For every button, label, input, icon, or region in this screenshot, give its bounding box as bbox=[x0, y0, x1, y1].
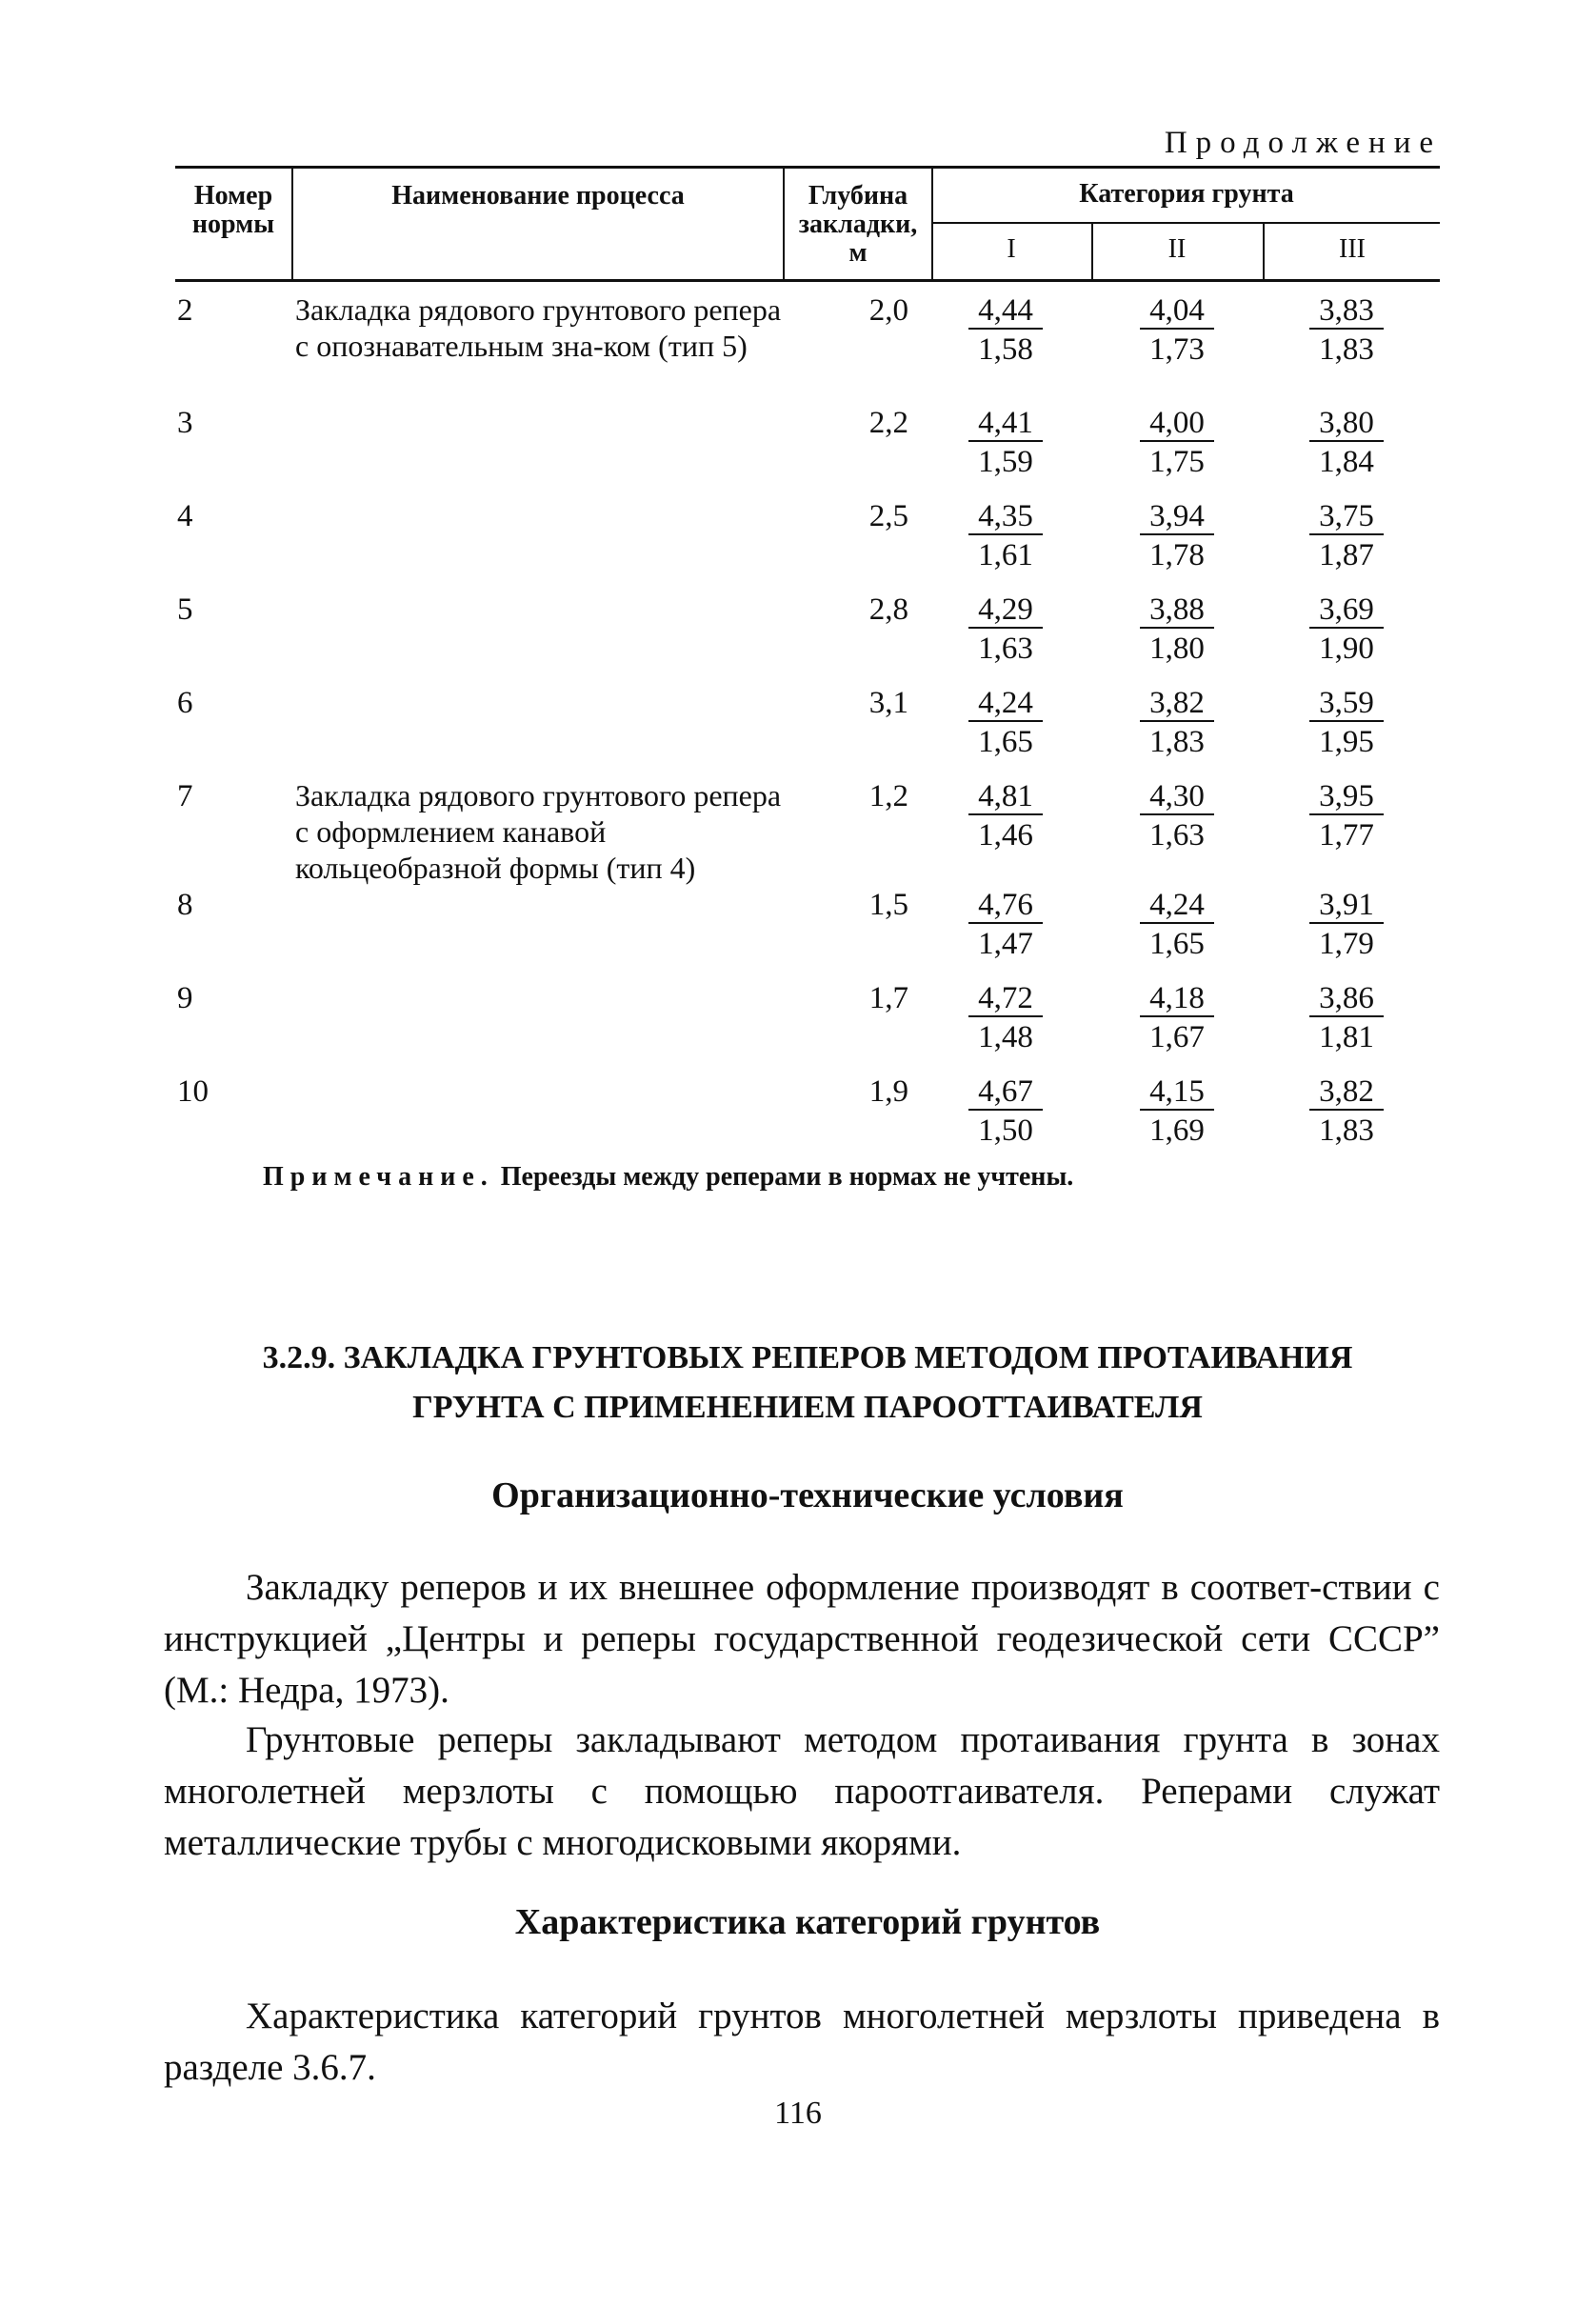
subheading-soil-categories: Характеристика категорий грунтов bbox=[514, 1902, 1101, 1942]
value-cat-2: $\frac{4,24}{1,65}$ bbox=[1120, 886, 1234, 964]
header-process-name: Наименование процесса bbox=[391, 181, 685, 211]
row-norm-no: 4 bbox=[177, 499, 193, 533]
table-row bbox=[175, 497, 1440, 591]
value-cat-1: $\frac{4,81}{1,46}$ bbox=[948, 777, 1063, 855]
header-category-2: II bbox=[1167, 234, 1187, 264]
value-cat-1: $\frac{4,67}{1,50}$ bbox=[948, 1073, 1063, 1151]
row-depth: 1,9 bbox=[868, 1074, 908, 1109]
table-header bbox=[175, 166, 1440, 282]
row-depth: 2,0 bbox=[868, 293, 908, 328]
header-depth: Глубина закладки, м bbox=[798, 181, 918, 268]
table-row bbox=[175, 684, 1440, 777]
row-norm-no: 6 bbox=[177, 686, 193, 720]
row-process: Закладка рядового грунтового репера с опознавательным зна-ком (тип 5) bbox=[295, 292, 782, 363]
value-cat-1: $\frac{4,44}{1,58}$ bbox=[948, 291, 1063, 370]
row-norm-no: 9 bbox=[177, 981, 193, 1015]
row-depth: 2,8 bbox=[868, 592, 908, 627]
value-cat-2: $\frac{4,30}{1,63}$ bbox=[1120, 777, 1234, 855]
row-depth: 2,5 bbox=[868, 499, 908, 533]
page-number: 116 bbox=[774, 2096, 822, 2131]
table-row bbox=[175, 591, 1440, 684]
row-norm-no: 3 bbox=[177, 406, 193, 440]
row-norm-no: 2 bbox=[177, 293, 193, 328]
value-cat-3: $\frac{3,91}{1,79}$ bbox=[1289, 886, 1404, 964]
header-category-3: III bbox=[1339, 234, 1366, 264]
section-title bbox=[175, 1334, 1440, 1433]
value-cat-3: $\frac{3,82}{1,83}$ bbox=[1289, 1073, 1404, 1151]
header-norm-no: Номер нормы bbox=[191, 181, 275, 239]
value-cat-3: $\frac{3,75}{1,87}$ bbox=[1289, 497, 1404, 575]
value-cat-2: $\frac{4,18}{1,67}$ bbox=[1120, 979, 1234, 1057]
value-cat-2: $\frac{4,15}{1,69}$ bbox=[1120, 1073, 1234, 1151]
note-lead: Примечание. bbox=[263, 1162, 494, 1192]
table-row bbox=[175, 777, 1440, 886]
table-row bbox=[175, 404, 1440, 497]
paragraph-conditions-1: Закладку реперов и их внешнее оформление производят в соответ-ствии с инструкцией „Центры и реперы государственной геодезической сети СССР” (М.: Недра, 1973). bbox=[164, 1567, 1440, 1711]
value-cat-3: $\frac{3,95}{1,77}$ bbox=[1289, 777, 1404, 855]
value-cat-3: $\frac{3,80}{1,84}$ bbox=[1289, 404, 1404, 482]
row-norm-no: 7 bbox=[177, 779, 193, 813]
paragraph-soil-categories: Характеристика категорий грунтов многолетней мерзлоты приведена в разделе 3.6.7. bbox=[164, 1996, 1440, 2088]
row-depth: 3,1 bbox=[868, 686, 908, 720]
header-subdivider bbox=[933, 222, 1440, 224]
value-cat-2: $\frac{3,94}{1,78}$ bbox=[1120, 497, 1234, 575]
table-row bbox=[175, 886, 1440, 979]
value-cat-1: $\frac{4,76}{1,47}$ bbox=[948, 886, 1063, 964]
value-cat-2: $\frac{4,04}{1,73}$ bbox=[1120, 291, 1234, 370]
row-depth: 1,2 bbox=[868, 779, 908, 813]
continuation-label: Продолжение bbox=[1164, 126, 1442, 160]
value-cat-3: $\frac{3,59}{1,95}$ bbox=[1289, 684, 1404, 762]
row-norm-no: 5 bbox=[177, 592, 193, 627]
header-divider bbox=[783, 169, 785, 279]
value-cat-1: $\frac{4,29}{1,63}$ bbox=[948, 591, 1063, 669]
table-row bbox=[175, 1073, 1440, 1166]
value-cat-2: $\frac{4,00}{1,75}$ bbox=[1120, 404, 1234, 482]
row-process: Закладка рядового грунтового репера с оформлением канавой кольцеобразной формы (тип 4) bbox=[295, 778, 782, 885]
row-depth: 1,7 bbox=[868, 981, 908, 1015]
paragraph-conditions-2: Грунтовые реперы закладывают методом протаивания грунта в зонах многолетней мерзлоты с помощью пароотгаивателя. Реперами служат металлические трубы с многодисковыми якорями. bbox=[164, 1719, 1440, 1863]
value-cat-1: $\frac{4,41}{1,59}$ bbox=[948, 404, 1063, 482]
norms-table bbox=[175, 166, 1440, 1166]
value-cat-2: $\frac{3,88}{1,80}$ bbox=[1120, 591, 1234, 669]
header-category-group: Категория грунта bbox=[1079, 179, 1294, 209]
value-cat-3: $\frac{3,86}{1,81}$ bbox=[1289, 979, 1404, 1057]
value-cat-1: $\frac{4,35}{1,61}$ bbox=[948, 497, 1063, 575]
section-title-line-1: 3.2.9. ЗАКЛАДКА ГРУНТОВЫХ РЕПЕРОВ МЕТОДОМ ПРОТАИВАНИЯ bbox=[262, 1340, 1353, 1375]
header-divider bbox=[291, 169, 293, 279]
row-norm-no: 8 bbox=[177, 888, 193, 922]
value-cat-1: $\frac{4,72}{1,48}$ bbox=[948, 979, 1063, 1057]
row-norm-no: 10 bbox=[177, 1074, 209, 1109]
subheading-conditions: Организационно-технические условия bbox=[491, 1475, 1124, 1515]
value-cat-3: $\frac{3,83}{1,83}$ bbox=[1289, 291, 1404, 370]
section-title-line-2: ГРУНТА С ПРИМЕНЕНИЕМ ПАРООТТАИВАТЕЛЯ bbox=[412, 1390, 1203, 1425]
row-depth: 1,5 bbox=[868, 888, 908, 922]
row-depth: 2,2 bbox=[868, 406, 908, 440]
value-cat-2: $\frac{3,82}{1,83}$ bbox=[1120, 684, 1234, 762]
header-category-1: I bbox=[1007, 234, 1016, 264]
table-row bbox=[175, 979, 1440, 1073]
value-cat-1: $\frac{4,24}{1,65}$ bbox=[948, 684, 1063, 762]
table-note bbox=[263, 1162, 1073, 1193]
table-row bbox=[175, 291, 1440, 404]
value-cat-3: $\frac{3,69}{1,90}$ bbox=[1289, 591, 1404, 669]
note-text: Переезды между реперами в нормах не учтены. bbox=[500, 1162, 1074, 1192]
